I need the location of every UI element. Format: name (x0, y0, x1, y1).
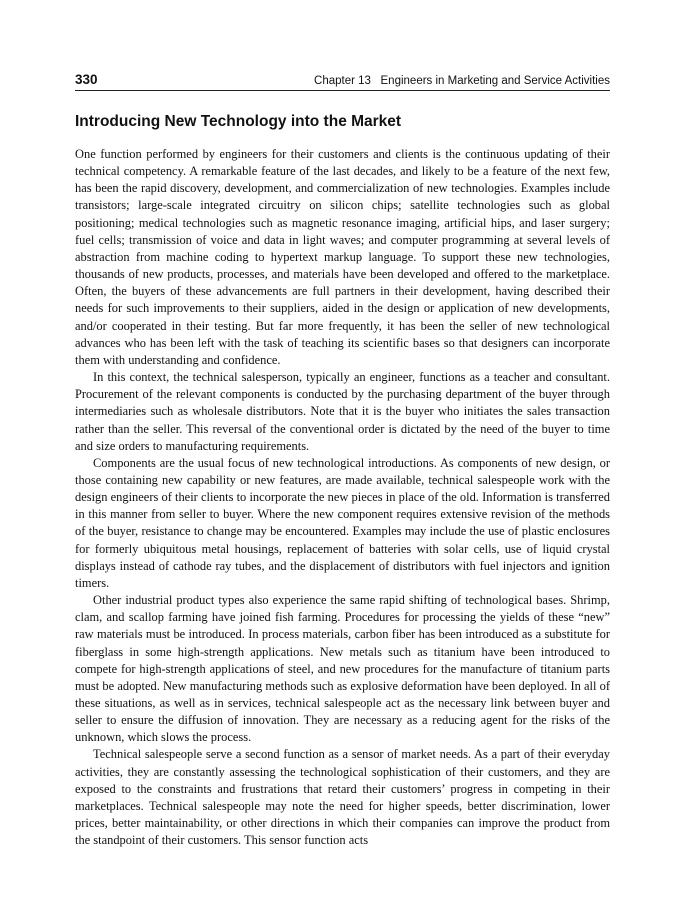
chapter-title: Chapter 13 Engineers in Marketing and Service Activities (314, 75, 610, 87)
section-heading: Introducing New Technology into the Market (75, 113, 402, 130)
body-text (75, 146, 610, 849)
paragraph-5: Technical salespeople serve a second function as a sensor of market needs. As a part of their everyday activities, they are constantly assessing the technological sophistication of their customers, and they are exposed to the constraints and frustrations that retard their customers’ progress in competing in their marketplaces. Technical salespeople may note the need for higher speeds, better discrimination, lower prices, better maintainability, or other directions in which their companies can improve the product from the standpoint of their customers. This sensor function acts (75, 747, 610, 848)
page-number: 330 (75, 72, 98, 87)
paragraph-1: One function performed by engineers for their customers and clients is the continuous updating of their technical competency. A remarkable feature of the last decades, and likely to be a feature of the next few, has been the rapid discovery, development, and commercialization of new technologies. Examples include transistors; large-scale integrated circuitry on silicon chips; satellite technologies such as global positioning; medical technologies such as magnetic resonance imaging, artificial hips, and laser surgery; fuel cells; transmission of voice and data in light waves; and computer programming at several levels of abstraction from machine coding to hypertext markup language. To support these new technologies, thousands of new products, processes, and materials have been developed and offered to the marketplace. Often, the buyers of these advancements are full partners in their development, having described their needs for such improvements to their suppliers, aided in the design or application of new developments, and/or cooperated in their testing. But far more frequently, it has been the seller of new technological advances who has been left with the task of teaching its scientific bases so that designers can incorporate them with understanding and confidence. (75, 147, 610, 367)
running-header (75, 72, 610, 91)
paragraph-2: In this context, the technical salesperson, typically an engineer, functions as a teacher and consultant. Procurement of the relevant components is conducted by the purchasing department of the buyer through intermediaries such as wholesale distributors. Note that it is the buyer who initiates the sales transaction rather than the seller. This reversal of the conventional order is dictated by the need of the buyer to time and size orders to manufacturing requirements. (75, 370, 610, 453)
paragraph-3: Components are the usual focus of new technological introductions. As components of new design, or those containing new capability or new features, are made available, technical salespeople work with the design engineers of their clients to incorporate the new pieces in place of the old. Information is transferred in this manner from seller to buyer. Where the new component requires extensive revision of the methods of the buyer, resistance to change may be encountered. Examples may include the use of plastic enclosures for formerly ubiquitous metal housings, replacement of batteries with solar cells, use of liquid crystal displays instead of cathode ray tubes, and the displacement of distributors with fuel injectors and ignition timers. (75, 455, 610, 590)
paragraph-4: Other industrial product types also experience the same rapid shifting of technological bases. Shrimp, clam, and scallop farming have joined fish farming. Procedures for processing the yields of these “new” raw materials must be introduced. In process materials, carbon fiber has been introduced as a substitute for fiberglass in some high-strength applications. New metals such as titanium have been introduced to compete for high-strength applications of steel, and new procedures for the manufacture of titanium parts must be adopted. New manufacturing methods such as explosive deformation have been deployed. In all of these situations, as well as in services, technical salespeople act as the necessary link between buyer and seller to ensure the diffusion of innovation. They are necessary as a reducing agent for the risks of the unknown, which slows the process. (75, 593, 610, 745)
book-page (75, 72, 610, 849)
